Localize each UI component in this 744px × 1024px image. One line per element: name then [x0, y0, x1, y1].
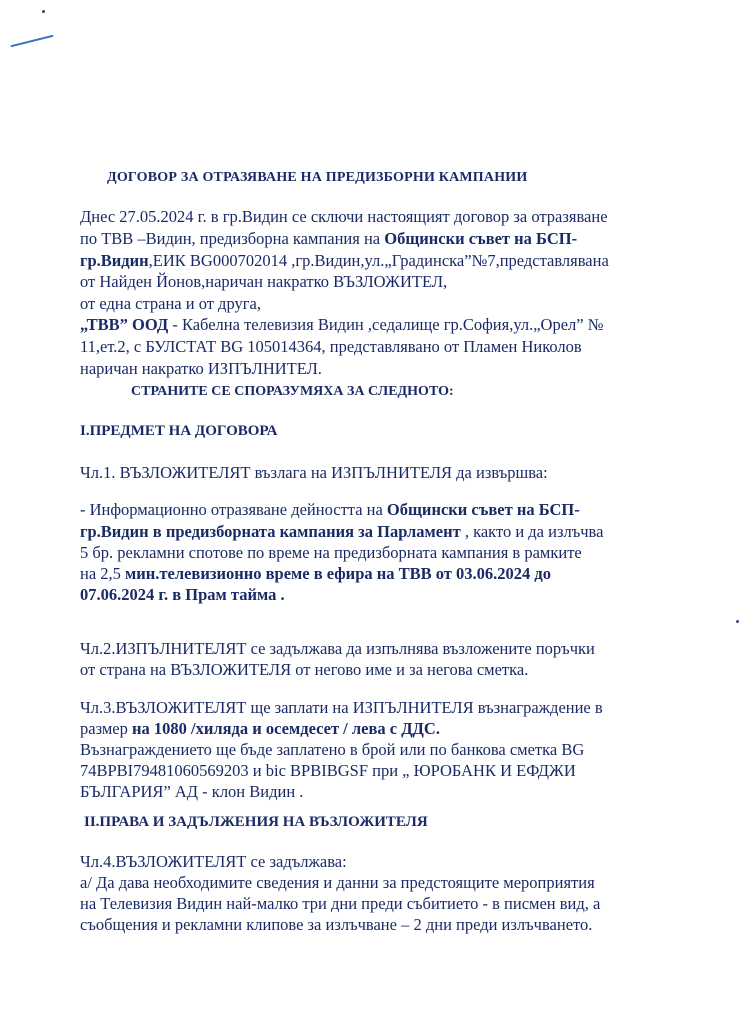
article-3-line-3: Възнаграждението ще бъде заплатено в брой или по банкова сметка BG [80, 740, 585, 759]
intro-line-8: наричан накратко ИЗПЪЛНИТЕЛ. [80, 359, 322, 378]
article-3-line-5: БЪЛГАРИЯ” АД - клон Видин . [80, 782, 304, 801]
article-4-a-line-2: на Телевизия Видин най-малко три дни преди събитието - в писмен вид, а [80, 894, 601, 913]
subject-line-1: - Информационно отразяване дейността на Общински съвет на БСП- [80, 500, 580, 519]
article-4-a-line-3: съобщения и рекламни клипове за излъчване – 2 дни преди излъчването. [80, 915, 593, 934]
page-title: ДОГОВОР ЗА ОТРАЗЯВАНЕ НА ПРЕДИЗБОРНИ КАМПАНИИ [107, 170, 528, 185]
intro-line-5: от една страна и от друга, [80, 294, 261, 313]
article-4-a-line-1: а/ Да дава необходимите сведения и данни за предстоящите мероприятия [80, 873, 595, 892]
scan-speck [736, 620, 739, 623]
article-3-line-1: Чл.3.ВЪЗЛОЖИТЕЛЯТ ще заплати на ИЗПЪЛНИТЕЛЯ възнаграждение в [80, 698, 603, 717]
article-3-line-4: 74BPBI79481060569203 и bic BPBIBGSF при „ ЮРОБАНК И ЕФДЖИ [80, 761, 576, 780]
scan-speck [42, 10, 45, 13]
subject-line-2: гр.Видин в предизборната кампания за Парламент , както и да излъчва [80, 522, 604, 541]
subject-line-5: 07.06.2024 г. в Прам тайма . [80, 585, 285, 604]
section-2-heading: II.ПРАВА И ЗАДЪЛЖЕНИЯ НА ВЪЗЛОЖИТЕЛЯ [84, 814, 428, 830]
article-2-line-2: от страна на ВЪЗЛОЖИТЕЛЯ от негово име и за негова сметка. [80, 660, 529, 679]
subject-line-3: 5 бр. рекламни спотове по време на предизборната кампания в рамките [80, 543, 582, 562]
intro-line-4: от Найден Йонов,наричан накратко ВЪЗЛОЖИТЕЛ, [80, 272, 448, 291]
article-3-line-2: размер на 1080 /хиляда и осемдесет / лева с ДДС. [80, 719, 440, 738]
pen-mark [10, 35, 53, 48]
intro-line-6: „ТВВ” ООД - Кабелна телевизия Видин ,седалище гр.София,ул.„Орел” № [80, 315, 604, 334]
intro-line-1: Днес 27.05.2024 г. в гр.Видин се сключи настоящият договор за отразяване [80, 207, 608, 226]
intro-line-7: 11,ет.2, с БУЛСТАТ BG 105014364, представлявано от Пламен Николов [80, 337, 582, 356]
intro-line-3: гр.Видин,ЕИК BG000702014 ,гр.Видин,ул.„Градинска”№7,представлявана [80, 251, 609, 270]
article-2-line-1: Чл.2.ИЗПЪЛНИТЕЛЯТ се задължава да изпълнява възложените поръчки [80, 639, 595, 658]
article-1: Чл.1. ВЪЗЛОЖИТЕЛЯТ възлага на ИЗПЪЛНИТЕЛЯ да извършва: [80, 463, 548, 482]
subject-line-4: на 2,5 мин.телевизионно време в ефира на ТВВ от 03.06.2024 до [80, 564, 552, 583]
section-1-heading: I.ПРЕДМЕТ НА ДОГОВОРА [80, 423, 278, 439]
agreement-heading: СТРАНИТЕ СЕ СПОРАЗУМЯХА ЗА СЛЕДНОТО: [131, 384, 454, 399]
article-4: Чл.4.ВЪЗЛОЖИТЕЛЯТ се задължава: [80, 852, 347, 871]
intro-line-2: по ТВВ –Видин, предизборна кампания на Общински съвет на БСП- [80, 229, 578, 248]
